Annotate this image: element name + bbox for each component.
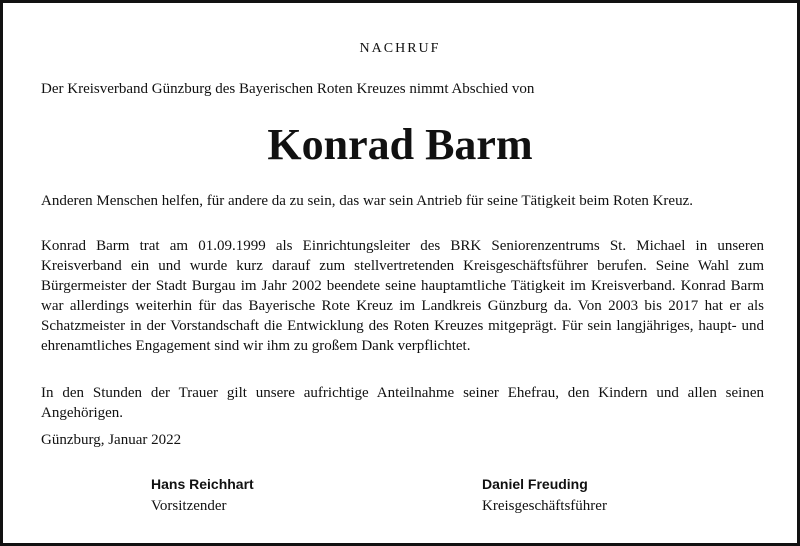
- paragraph-condolences: In den Stunden der Trauer gilt unsere aufrichtige Anteilnahme seiner Ehefrau, den Kindern und allen seinen Angehörigen.: [41, 385, 764, 421]
- paragraph-motivation: Anderen Menschen helfen, für andere da zu sein, das war sein Antrieb für seine Tätigkeit beim Roten Kreuz.: [41, 193, 693, 209]
- signatory-name: Hans Reichhart: [151, 476, 254, 492]
- signatory-managing-director: [482, 473, 607, 517]
- deceased-name: Konrad Barm: [267, 120, 533, 169]
- intro-line: Der Kreisverband Günzburg des Bayerischen Roten Kreuzes nimmt Abschied von: [41, 81, 535, 97]
- notice-heading: NACHRUF: [359, 41, 441, 56]
- place-date: Günzburg, Januar 2022: [41, 432, 182, 448]
- paragraph-career: Konrad Barm trat am 01.09.1999 als Einrichtungsleiter des BRK Seniorenzentrums St. Michael in unseren Kreisverband ein und wurde kurz darauf zum stellvertretenden Kreisgeschäftsführer berufen. Seine Wahl zum Bürgermeister der Stadt Burgau im Jahr 2002 beendete seine hauptamtliche Tätigkeit im Kreisverband. Konrad Barm war allerdings weiterhin für das Bayerische Rote Kreuz im Landkreis Günzburg da. Von 2003 bis 2017 hat er als Schatzmeister in der Vorstandschaft die Entwicklung des Roten Kreuzes mitgeprägt. Für sein langjähriges, haupt- und ehrenamtliches Engagement sind wir ihm zu großem Dank verpflichtet.: [41, 238, 764, 354]
- signatory-role: Vorsitzender: [151, 498, 227, 514]
- signatory-role: Kreisgeschäftsführer: [482, 498, 607, 514]
- signatory-chairman: [151, 473, 254, 517]
- signatory-name: Daniel Freuding: [482, 476, 588, 492]
